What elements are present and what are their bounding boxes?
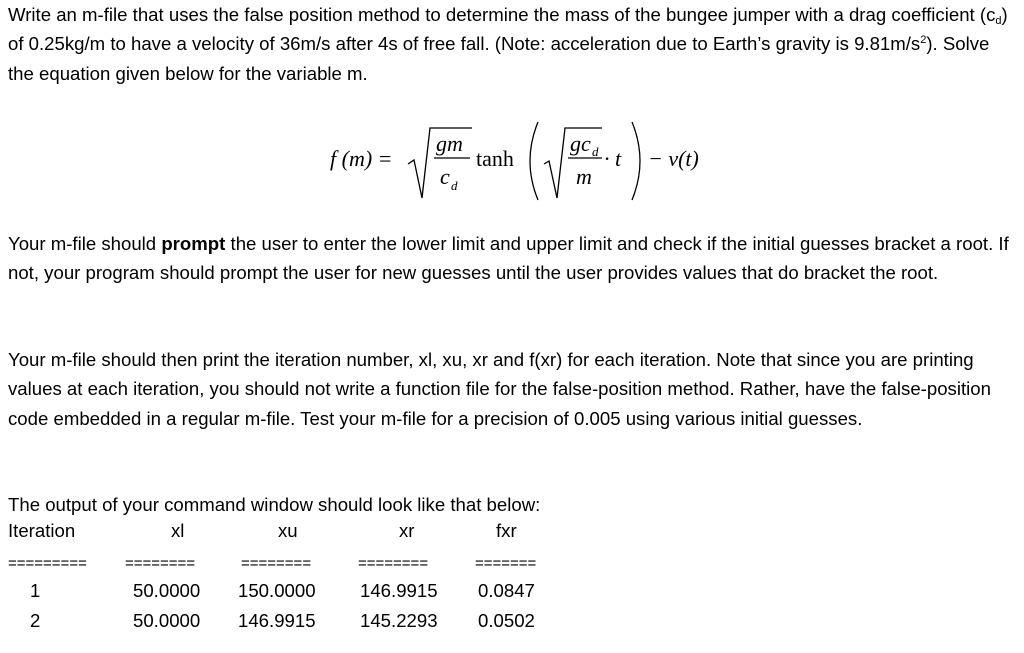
output-intro: The output of your command window should look like that below: xyxy=(8,494,541,515)
fraction-denominator-2: m xyxy=(576,164,592,189)
header-xr: xr xyxy=(399,520,415,541)
equation-rhs: − v(t) xyxy=(648,146,699,171)
problem-text-1: Write an m-file that uses the false position method to determine the mass of the bungee jumper with a drag coefficient (c xyxy=(8,4,996,25)
prompt-text-2: the user to enter the lower limit and upper limit and check if the initial guesses bracket a root. If not, your program should prompt the user for new guesses until the user provides values that do bracket the root. xyxy=(8,233,1009,284)
output-instructions: Your m-file should then print the iteration number, xl, xu, xr and f(xr) for each iteration. Note that since you are printing values at each iteration, you should not write a function file for the false-position method. Rather, have the false-position code embedded in a regular m-file. Test your m-file for a precision of 0.005 using various initial guesses. xyxy=(8,349,991,429)
fraction-denominator-1-sub: d xyxy=(451,178,458,193)
squared-superscript: 2 xyxy=(920,34,927,47)
separator-xu: ======== xyxy=(241,555,312,572)
tanh-label: tanh xyxy=(476,146,514,171)
dot-t: · t xyxy=(604,146,622,171)
separator-xr: ======== xyxy=(358,555,429,572)
table-cell: 50.0000 xyxy=(133,610,201,631)
problem-text-2: ) of 0.25kg/m to have a velocity of 36m/s after 4s of free fall. (Note: acceleration due to Earth’s gravity is 9.81m/s xyxy=(8,4,1008,55)
header-xu: xu xyxy=(278,520,298,541)
table-cell: 2 xyxy=(30,610,41,631)
table-cell: 150.0000 xyxy=(238,580,316,601)
fraction-numerator-2: gc xyxy=(570,131,591,156)
separator-xl: ======== xyxy=(125,555,196,572)
cd-subscript: d xyxy=(995,15,1002,27)
right-paren xyxy=(632,122,640,200)
table-cell: 146.9915 xyxy=(360,580,438,601)
fraction-numerator-1: gm xyxy=(436,131,463,156)
separator-fxr: ======= xyxy=(475,555,537,572)
table-cell: 145.2293 xyxy=(360,610,438,631)
table-cell: 0.0502 xyxy=(478,610,535,631)
left-paren xyxy=(530,122,538,200)
header-fxr: fxr xyxy=(496,520,517,541)
equation-lhs: f (m) = xyxy=(330,146,393,171)
fraction-numerator-2-sub: d xyxy=(592,144,599,159)
equation xyxy=(330,118,710,204)
header-iteration: Iteration xyxy=(8,520,76,541)
table-cell: 146.9915 xyxy=(238,610,316,631)
table-cell: 1 xyxy=(30,580,41,601)
table-cell: 50.0000 xyxy=(133,580,201,601)
fraction-denominator-1: c xyxy=(440,164,450,189)
problem-statement xyxy=(8,0,1020,88)
separator-iteration: ========= xyxy=(8,555,87,572)
problem-text-3: ). Solve the equation given below for the variable m. xyxy=(8,33,990,84)
prompt-instructions xyxy=(8,229,1020,288)
table-cell: 0.0847 xyxy=(478,580,535,601)
header-xl: xl xyxy=(171,520,185,541)
prompt-bold-word: prompt xyxy=(161,233,226,254)
prompt-text-1: Your m-file should xyxy=(8,233,162,254)
